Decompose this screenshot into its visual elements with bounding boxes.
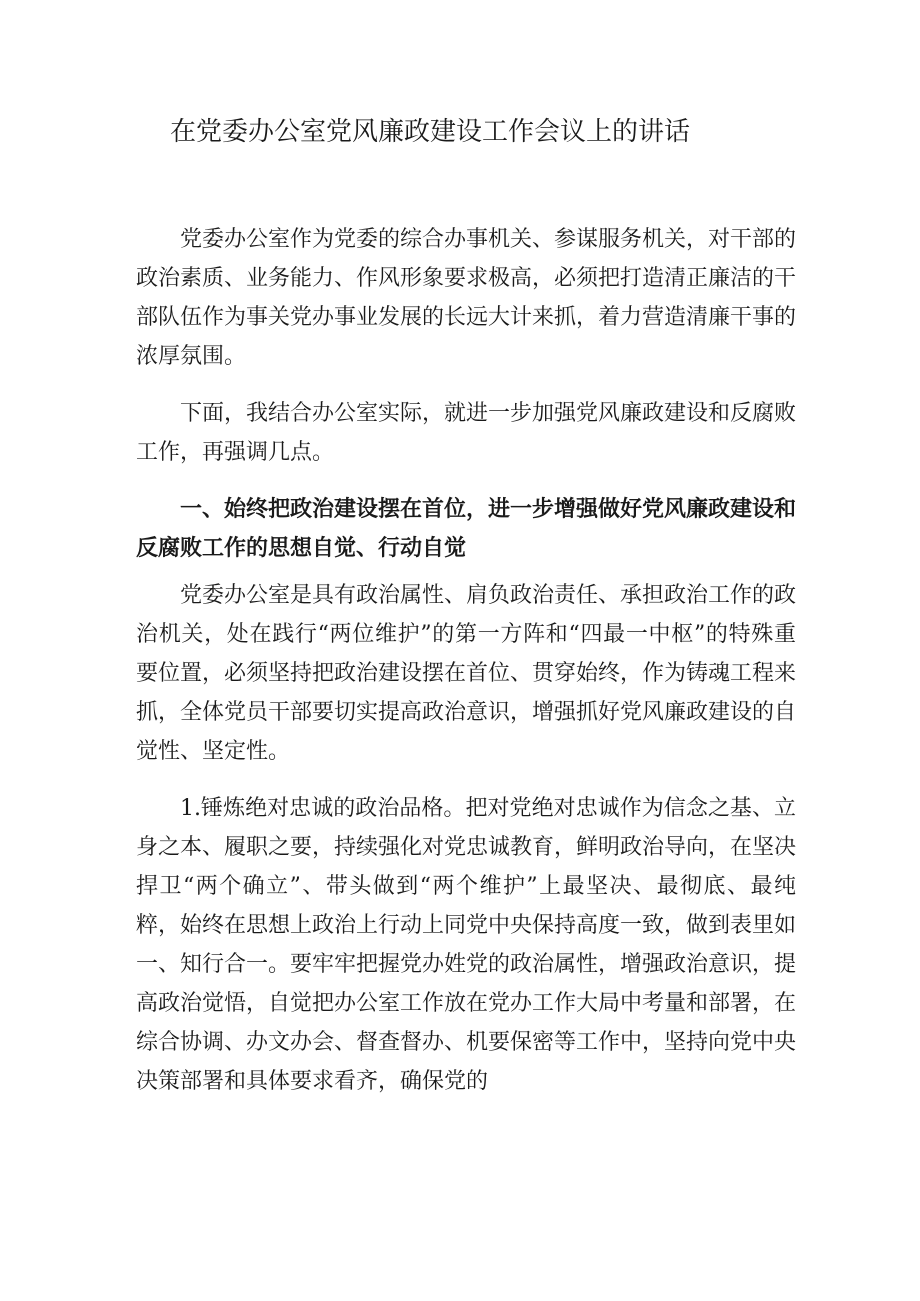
section-paragraph: 党委办公室是具有政治属性、肩负政治责任、承担政治工作的政治机关，处在践行“两位维护”的第一方阵和“四最一中枢”的特殊重要位置，必须坚持把政治建设摆在首位、贯穿始终，作为铸魂工程来抓，全体党员干部要切实提高政治意识，增强抓好党风廉政建设的自觉性、坚定性。 (136, 583, 797, 764)
section-item-1: 1.锤炼绝对忠诚的政治品格。把对党绝对忠诚作为信念之基、立身之本、履职之要，持续强化对党忠诚教育，鲜明政治导向，在坚决捍卫“两个确立”、带头做到“两个维护”上最坚决、最彻底、最纯粹，始终在思想上政治上行动上同党中央保持高度一致，做到表里如一、知行合一。要牢牢把握党办姓党的政治属性，增强政治意识，提高政治觉悟，自觉把办公室工作放在党办工作大局中考量和部署，在综合协调、办文办会、督查督办、机要保密等工作中，坚持向党中央决策部署和具体要求看齐，确保党的 (136, 796, 797, 1094)
paragraph-intro: 党委办公室作为党委的综合办事机关、参谋服务机关，对干部的政治素质、业务能力、作风形象要求极高，必须把打造清正廉洁的干部队伍作为事关党办事业发展的长远大计来抓，着力营造清廉干事的浓厚氛围。 (136, 227, 797, 369)
document-title: 在党委办公室党风廉政建设工作会议上的讲话 (170, 117, 691, 147)
document-body (136, 220, 796, 1101)
section-heading: 一、始终把政治建设摆在首位，进一步增强做好党风廉政建设和反腐败工作的思想自觉、行动自觉 (136, 497, 797, 561)
paragraph-transition: 下面，我结合办公室实际，就进一步加强党风廉政建设和反腐败工作，再强调几点。 (136, 401, 797, 465)
